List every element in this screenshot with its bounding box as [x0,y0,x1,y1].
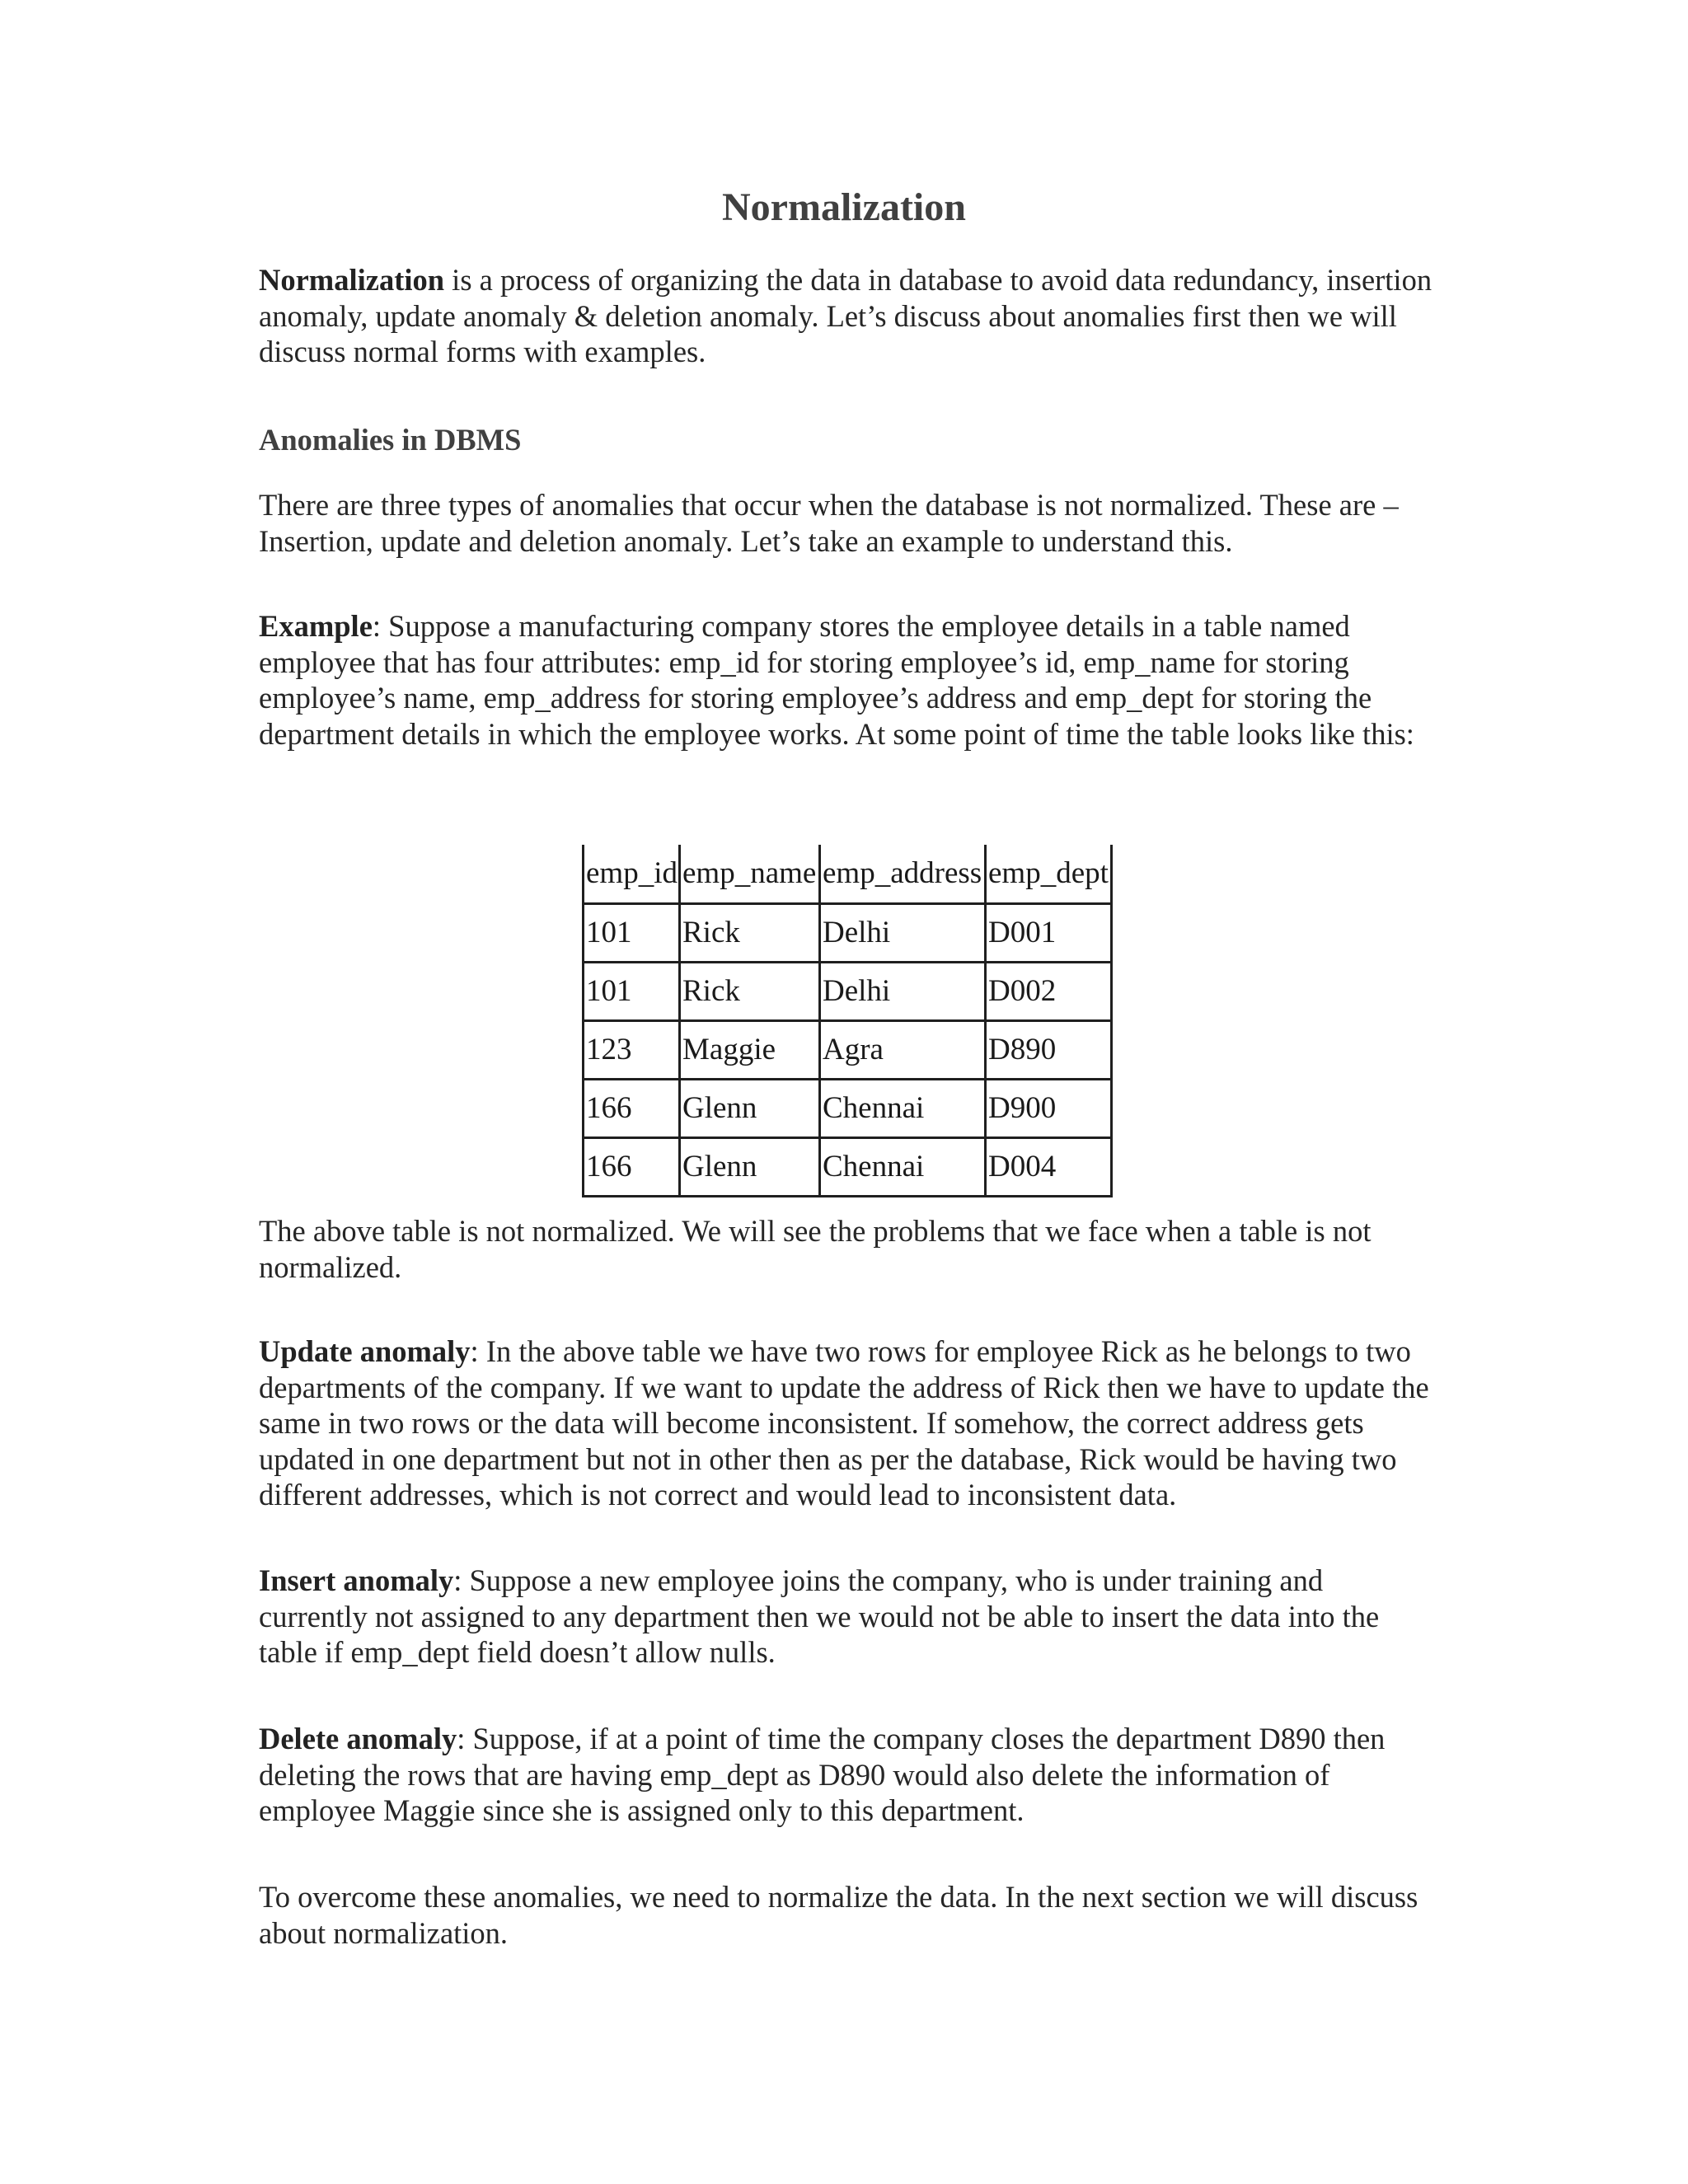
update-anomaly-text: : In the above table we have two rows for employee Rick as he belongs to two departments of the company. If we want to update the address of Rick then we have to update the same in two rows or the data will become inconsistent. If somehow, the correct address gets updated in one department but not in other then as per the database, Rick would be having two different addresses, which is not correct and would lead to inconsistent data. [259,1334,1429,1511]
table-cell: Rick [680,963,820,1021]
table-cell: Chennai [820,1138,986,1197]
table-cell: Glenn [680,1080,820,1138]
example-paragraph [259,608,1437,752]
table-row [584,1080,1112,1138]
table-cell: Delhi [820,963,986,1021]
example-text: : Suppose a manufacturing company stores the employee details in a table named employee that has four attributes: emp_id for storing employee’s id, emp_name for storing employee’s name, emp_address for storing employee’s address and emp_dept for storing the department details in which the employee works. At some point of time the table looks like this: [259,609,1414,751]
table-cell: 166 [584,1080,680,1138]
table-cell: Glenn [680,1138,820,1197]
column-header: emp_dept [986,845,1112,904]
table-row [584,1138,1112,1197]
table-cell: 101 [584,963,680,1021]
update-anomaly-paragraph [259,1333,1437,1513]
delete-anomaly-paragraph [259,1721,1437,1829]
table-cell: Delhi [820,904,986,963]
closing-paragraph: To overcome these anomalies, we need to normalize the data. In the next section we will discuss about normalization. [259,1880,1418,1950]
insert-anomaly-term: Insert anomaly [259,1563,454,1597]
table-cell: 101 [584,904,680,963]
table-row [584,1021,1112,1080]
insert-anomaly-text: : Suppose a new employee joins the company, who is under training and currently not assigned to any department then we would not be able to insert the data into the table if emp_dept field doesn’t allow nulls. [259,1563,1380,1669]
example-term: Example [259,609,373,643]
update-anomaly-term: Update anomaly [259,1334,471,1368]
table-cell: D002 [986,963,1112,1021]
table-cell: Rick [680,904,820,963]
table-cell: Maggie [680,1021,820,1080]
table-header-row [584,845,1112,904]
column-header: emp_name [680,845,820,904]
table-cell: Agra [820,1021,986,1080]
anomalies-paragraph: There are three types of anomalies that occur when the database is not normalized. These are – Insertion, update and deletion anomaly. Let’s take an example to understand this. [259,488,1399,558]
intro-text: is a process of organizing the data in database to avoid data redundancy, insertion anomaly, update anomaly & deletion anomaly. Let’s discuss about anomalies first then we will discuss normal forms with examples. [259,263,1432,368]
delete-anomaly-text: : Suppose, if at a point of time the company closes the department D890 then deleting the rows that are having emp_dept as D890 would also delete the information of employee Maggie since she is assigned only to this department. [259,1722,1386,1827]
table-cell: D004 [986,1138,1112,1197]
delete-anomaly-term: Delete anomaly [259,1722,457,1755]
table-row [584,963,1112,1021]
column-header: emp_id [584,845,680,904]
intro-paragraph [259,262,1437,370]
table-cell: D900 [986,1080,1112,1138]
table-cell: 123 [584,1021,680,1080]
column-header: emp_address [820,845,986,904]
page-title: Normalization [722,185,966,229]
insert-anomaly-paragraph [259,1563,1437,1671]
table-cell: 166 [584,1138,680,1197]
employee-table [582,845,1113,1197]
table-cell: D890 [986,1021,1112,1080]
anomalies-heading: Anomalies in DBMS [259,423,522,457]
table-cell: Chennai [820,1080,986,1138]
after-table-paragraph: The above table is not normalized. We will see the problems that we face when a table is not normalized. [259,1214,1372,1284]
table-cell: D001 [986,904,1112,963]
intro-term: Normalization [259,263,445,297]
table-row [584,904,1112,963]
